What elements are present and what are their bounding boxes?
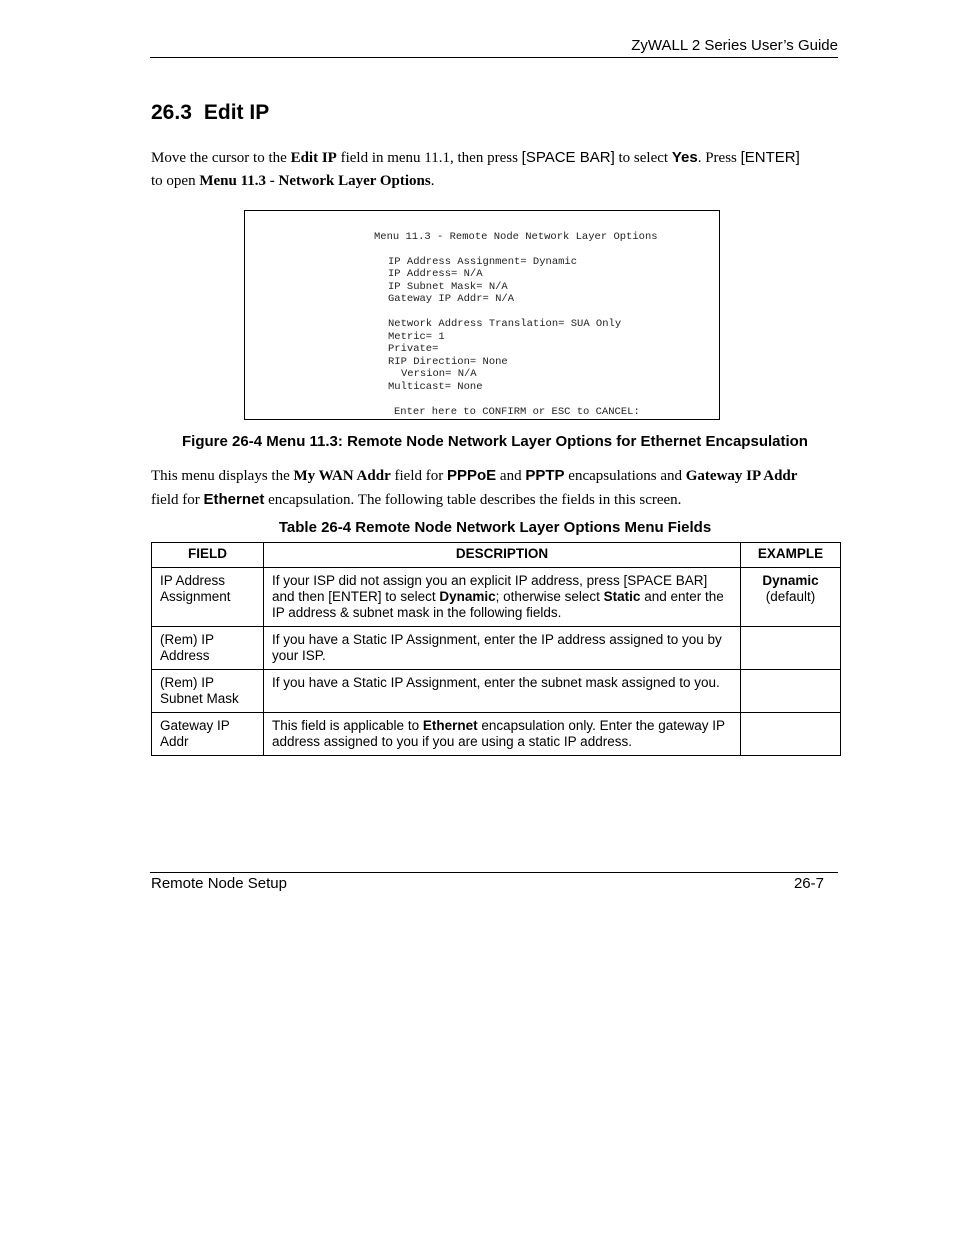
text: and enter the IP address & subnet mask in the following fields. xyxy=(272,589,724,620)
field-cell: Gateway IP Addr xyxy=(152,713,264,756)
section-heading xyxy=(151,99,269,127)
intro-paragraph xyxy=(151,146,839,193)
text: This menu displays the xyxy=(151,468,294,484)
example-cell xyxy=(741,568,841,627)
terminal-prompt: Enter here to CONFIRM or ESC to CANCEL: xyxy=(394,406,640,418)
terminal-line: IP Address= N/A xyxy=(388,268,483,280)
text: to open xyxy=(151,173,200,189)
text: and xyxy=(496,468,526,484)
text: to select xyxy=(614,150,672,166)
description-cell xyxy=(264,568,741,627)
menu-name: Menu 11.3 - Network Layer Options xyxy=(199,173,431,189)
terminal-line: RIP Direction= None xyxy=(388,356,508,368)
example-cell xyxy=(741,670,841,713)
example-cell xyxy=(741,627,841,670)
column-header: DESCRIPTION xyxy=(264,543,741,568)
terminal-line: Gateway IP Addr= N/A xyxy=(388,293,515,305)
encapsulation-name: PPPoE xyxy=(446,467,497,484)
description-paragraph xyxy=(151,464,839,512)
figure-caption: Figure 26-4 Menu 11.3: Remote Node Network Layer Options for Ethernet Encapsulation xyxy=(182,433,808,450)
field-cell: (Rem) IP Subnet Mask xyxy=(152,670,264,713)
table-row xyxy=(152,670,841,713)
option-value: Yes xyxy=(671,149,698,166)
text: encapsulations and xyxy=(564,468,686,484)
text: field in menu 11.1, then press xyxy=(336,150,522,166)
encapsulation-name: Ethernet xyxy=(203,491,265,508)
text: . Press xyxy=(697,150,741,166)
encapsulation-name: Ethernet xyxy=(422,718,478,733)
page-number: 26-7 xyxy=(793,875,824,892)
terminal-line: IP Subnet Mask= N/A xyxy=(388,281,508,293)
header-rule xyxy=(150,57,838,58)
text: Move the cursor to the xyxy=(151,150,291,166)
field-name: My WAN Addr xyxy=(293,468,391,484)
table-row xyxy=(152,568,841,627)
terminal-line: Private= xyxy=(388,343,439,355)
field-cell: (Rem) IP Address xyxy=(152,627,264,670)
text: encapsulation only. Enter the gateway IP address assigned to you if you are using a static IP address. xyxy=(272,718,725,749)
example-value: Dynamic xyxy=(762,573,819,588)
table-header-row xyxy=(152,543,841,568)
terminal-screen xyxy=(244,210,720,420)
column-header: EXAMPLE xyxy=(741,543,841,568)
text: field for xyxy=(151,492,204,508)
option-value: Dynamic xyxy=(439,589,496,604)
table-row xyxy=(152,627,841,670)
example-cell xyxy=(741,713,841,756)
text: ; otherwise select xyxy=(495,589,604,604)
key-name: [SPACE BAR] xyxy=(521,149,615,166)
text: . xyxy=(430,173,435,189)
column-header: FIELD xyxy=(152,543,264,568)
field-name: Gateway IP Addr xyxy=(685,468,798,484)
key-name: [ENTER] xyxy=(740,149,800,166)
text: This field is applicable to xyxy=(272,718,423,733)
guide-title: ZyWALL 2 Series User’s Guide xyxy=(631,37,838,54)
text: If your ISP did not assign you an explicit IP address, press [SPACE BAR] and then [ENTER] to select xyxy=(272,573,708,604)
terminal-line: Metric= 1 xyxy=(388,331,445,343)
description-cell: If you have a Static IP Assignment, enter the IP address assigned to you by your ISP. xyxy=(264,627,741,670)
section-title: Edit IP xyxy=(203,101,270,124)
field-name: Edit IP xyxy=(290,150,337,166)
fields-table xyxy=(151,542,841,756)
table-row xyxy=(152,713,841,756)
terminal-line: Multicast= None xyxy=(388,381,483,393)
option-value: Static xyxy=(603,589,641,604)
example-note: (default) xyxy=(765,589,816,604)
text: encapsulation. The following table describes the fields in this screen. xyxy=(264,492,682,508)
section-number: 26.3 xyxy=(151,101,192,124)
encapsulation-name: PPTP xyxy=(525,467,565,484)
terminal-line: IP Address Assignment= Dynamic xyxy=(388,256,578,268)
text: field for xyxy=(390,468,447,484)
footer-rule xyxy=(150,872,838,873)
footer-chapter: Remote Node Setup xyxy=(151,875,287,892)
terminal-line: Network Address Translation= SUA Only xyxy=(388,318,622,330)
description-cell: If you have a Static IP Assignment, enter the subnet mask assigned to you. xyxy=(264,670,741,713)
terminal-line: Version= N/A xyxy=(401,368,477,380)
description-cell xyxy=(264,713,741,756)
field-cell: IP Address Assignment xyxy=(152,568,264,627)
table-caption: Table 26-4 Remote Node Network Layer Options Menu Fields xyxy=(278,519,712,536)
terminal-title: Menu 11.3 - Remote Node Network Layer Options xyxy=(374,231,658,243)
